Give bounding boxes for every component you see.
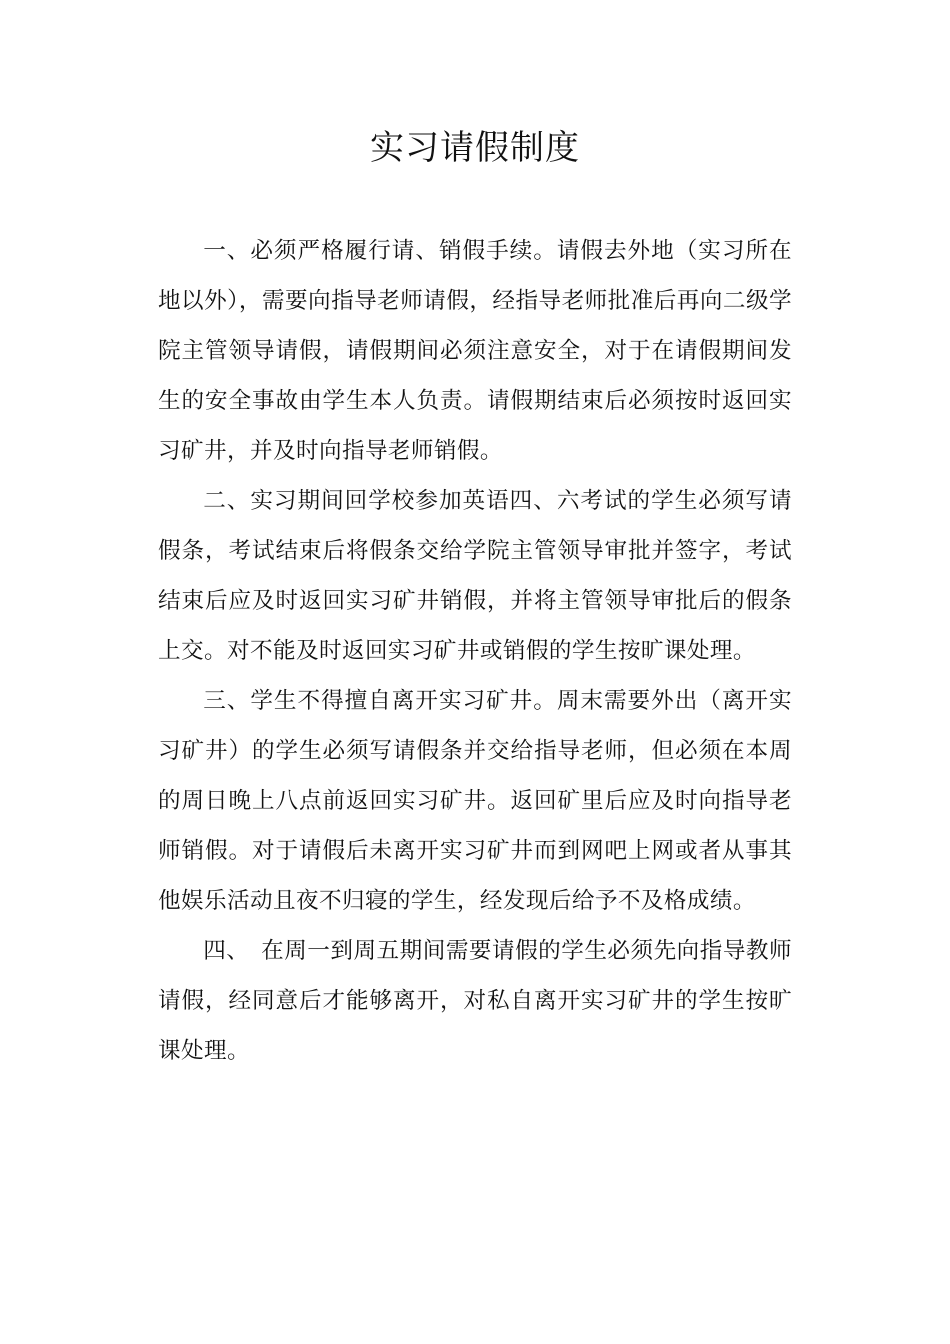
paragraph-3: 三、学生不得擅自离开实习矿井。周末需要外出（离开实习矿井）的学生必须写请假条并交给指导老师，但必须在本周的周日晚上八点前返回实习矿井。返回矿里后应及时向指导老师销假。对于请假后未离开实习矿井而到网吧上网或者从事其他娱乐活动且夜不归寝的学生，经发现后给予不及格成绩。 [158,688,792,914]
paragraph-4: 四、 在周一到周五期间需要请假的学生必须先向指导教师请假，经同意后才能够离开，对私自离开实习矿井的学生按旷课处理。 [158,938,792,1064]
paragraph-2: 二、实习期间回学校参加英语四、六考试的学生必须写请假条，考试结束后将假条交给学院主管领导审批并签字，考试结束后应及时返回实习矿井销假，并将主管领导审批后的假条上交。对不能及时返回实习矿井或销假的学生按旷课处理。 [158,488,792,664]
document-body [158,226,792,1076]
document-title: 实习请假制度 [370,128,580,168]
paragraph-1: 一、必须严格履行请、销假手续。请假去外地（实习所在地以外），需要向指导老师请假，经指导老师批准后再向二级学院主管领导请假，请假期间必须注意安全，对于在请假期间发生的安全事故由学生本人负责。请假期结束后必须按时返回实习矿井，并及时向指导老师销假。 [158,238,792,464]
